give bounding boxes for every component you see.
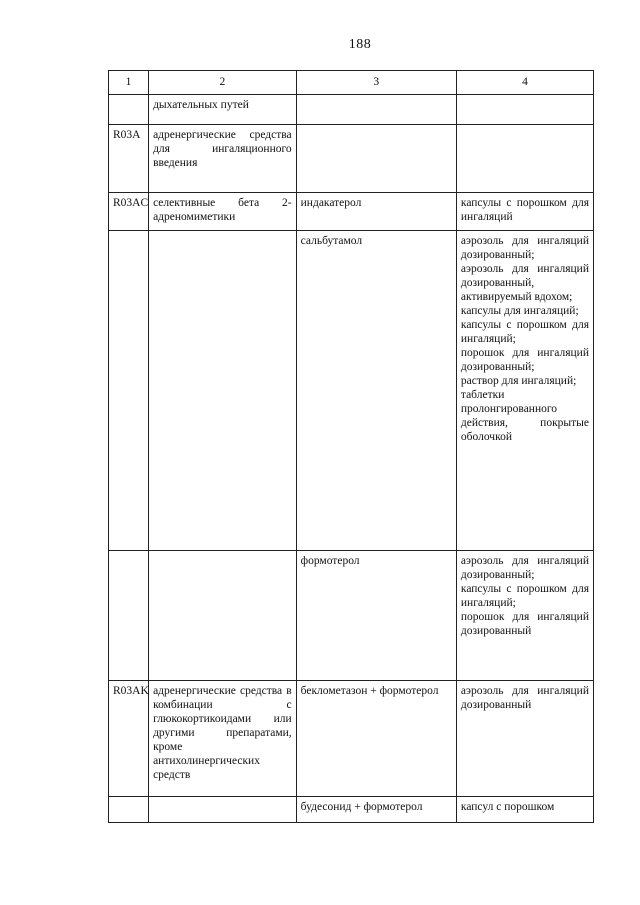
atc-code-cell (109, 95, 149, 125)
column-header: 3 (296, 71, 456, 95)
substance-cell: беклометазон + формотерол (296, 681, 456, 797)
column-header: 1 (109, 71, 149, 95)
pharmacological-group-cell: селективные бета 2-адреномиметики (149, 193, 297, 231)
atc-code-cell (109, 231, 149, 551)
substance-cell: индакатерол (296, 193, 456, 231)
dosage-form-cell: капсул с порошком (456, 797, 593, 823)
substance-cell: формотерол (296, 551, 456, 681)
table-header-row (109, 71, 594, 95)
dosage-form-cell (456, 95, 593, 125)
dosage-form-cell (456, 125, 593, 193)
atc-code-cell: R03A (109, 125, 149, 193)
pharmacological-group-cell: адренергические средства в комбинации с глюкокортикоидами или другими препаратами, кроме антихолинергических средств (149, 681, 297, 797)
table-row (109, 193, 594, 231)
substance-cell (296, 95, 456, 125)
substance-cell: сальбутамол (296, 231, 456, 551)
pharmacological-group-cell: дыхательных путей (149, 95, 297, 125)
dosage-form-cell: капсулы с порошком для ингаляций (456, 193, 593, 231)
pharmacological-group-cell (149, 797, 297, 823)
pharmacological-group-cell (149, 551, 297, 681)
atc-code-cell (109, 797, 149, 823)
table-row (109, 125, 594, 193)
substance-cell (296, 125, 456, 193)
pharmacological-group-cell (149, 231, 297, 551)
atc-code-cell: R03AC (109, 193, 149, 231)
pharmacological-group-cell: адренергические средства для ингаляционного введения (149, 125, 297, 193)
dosage-form-cell: аэрозоль для ингаляций дозированный; капсулы с порошком для ингаляций; порошок для ингаляций дозированный (456, 551, 593, 681)
substance-cell: будесонид + формотерол (296, 797, 456, 823)
column-header: 4 (456, 71, 593, 95)
table-row (109, 95, 594, 125)
dosage-form-cell: аэрозоль для ингаляций дозированный (456, 681, 593, 797)
dosage-form-cell: аэрозоль для ингаляций дозированный; аэрозоль для ингаляций дозированный, активируемый вдохом; капсулы для ингаляций; капсулы с порошком для ингаляций; порошок для ингаляций дозированный; раствор для ингаляций; таблетки пролонгированного действия, покрытые оболочкой (456, 231, 593, 551)
medication-table (108, 70, 594, 823)
table-row (109, 231, 594, 551)
page-number: 188 (348, 37, 372, 52)
column-header: 2 (149, 71, 297, 95)
table-row (109, 797, 594, 823)
atc-code-cell: R03AK (109, 681, 149, 797)
table-row (109, 681, 594, 797)
atc-code-cell (109, 551, 149, 681)
table-row (109, 551, 594, 681)
